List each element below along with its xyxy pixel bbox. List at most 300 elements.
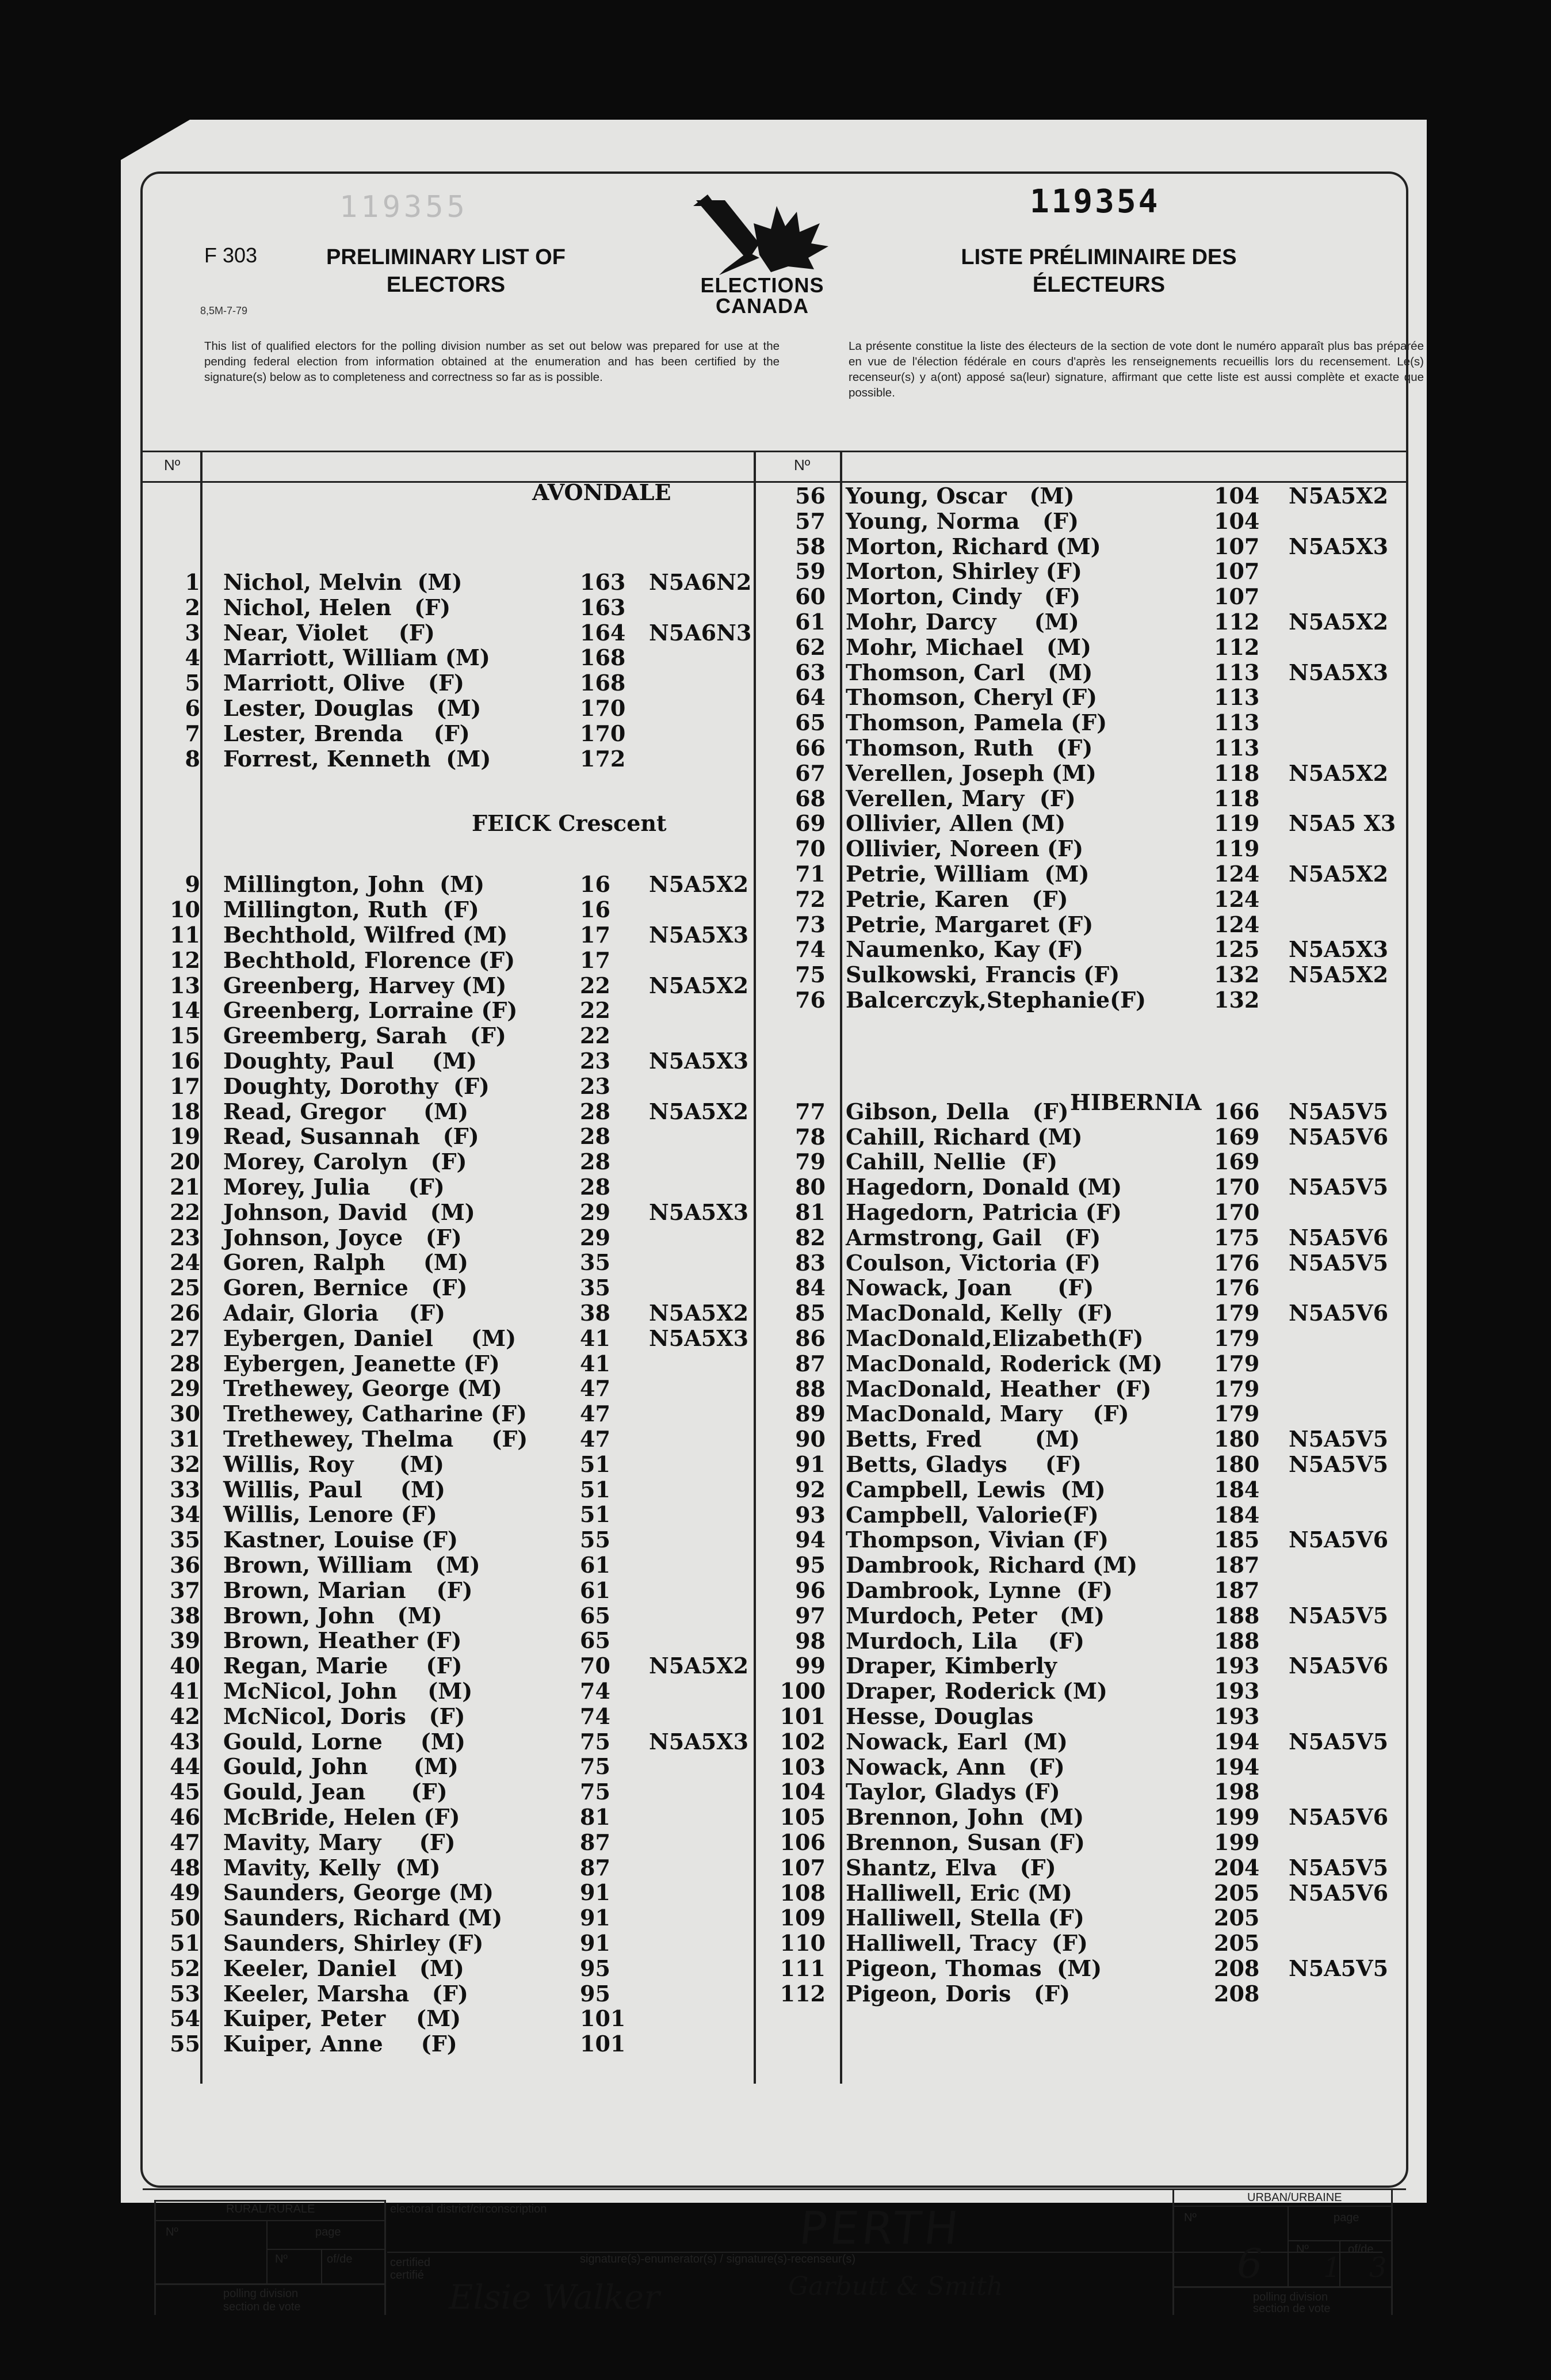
elector-number: 24 xyxy=(170,1249,200,1276)
elector-number: 58 xyxy=(795,533,826,559)
elector-name: Halliwell, Eric (M) xyxy=(846,1879,1072,1906)
elector-row xyxy=(777,786,1404,811)
signature-label: signature(s)-enumerator(s) / signature(s)-recenseur(s) xyxy=(580,2253,856,2265)
postal-code: N5A5X3 xyxy=(1289,659,1389,685)
elector-number: 7 xyxy=(185,720,200,746)
street-number: 188 xyxy=(1214,1627,1260,1654)
torn-corner xyxy=(121,120,190,160)
elector-name: Murdoch, Lila (F) xyxy=(846,1627,1084,1654)
street-number: 180 xyxy=(1214,1426,1260,1452)
elector-name: Lester, Brenda (F) xyxy=(223,720,470,746)
elector-name: Greenberg, Harvey (M) xyxy=(223,972,507,998)
elector-number: 41 xyxy=(170,1678,200,1704)
elector-name: Greenberg, Lorraine (F) xyxy=(223,997,518,1024)
elector-name: Morey, Carolyn (F) xyxy=(223,1149,467,1175)
elector-row xyxy=(143,1779,770,1805)
elector-name: Cahill, Richard (M) xyxy=(846,1123,1083,1150)
elector-name: Willis, Paul (M) xyxy=(223,1476,446,1502)
elector-row xyxy=(777,1755,1404,1780)
elector-name: Halliwell, Stella (F) xyxy=(846,1905,1084,1931)
elector-row xyxy=(777,1779,1404,1805)
street-number: 35 xyxy=(580,1275,610,1301)
title-french: LISTE PRÉLIMINAIRE DES ÉLECTEURS xyxy=(961,245,1237,297)
elector-name: Thomson, Carl (M) xyxy=(846,659,1093,685)
elector-number: 70 xyxy=(795,836,826,862)
elector-number: 112 xyxy=(780,1980,826,2007)
urban-of-label: of/de xyxy=(1348,2243,1374,2256)
street-number: 95 xyxy=(580,1980,610,2007)
postal-code: N5A5X2 xyxy=(1289,609,1389,635)
elector-row xyxy=(143,1905,770,1931)
street-heading-avondale: AVONDALE xyxy=(532,479,671,505)
elector-row xyxy=(777,1477,1404,1502)
street-number: 188 xyxy=(1214,1602,1260,1628)
elector-row xyxy=(777,1300,1404,1326)
elector-name: Sulkowski, Francis (F) xyxy=(846,962,1120,988)
street-number: 119 xyxy=(1214,836,1260,862)
street-number: 113 xyxy=(1214,684,1260,711)
elector-row xyxy=(777,609,1404,635)
elector-number: 78 xyxy=(795,1123,826,1150)
elector-name: MacDonald, Roderick (M) xyxy=(846,1350,1163,1376)
elector-number: 86 xyxy=(795,1325,826,1351)
street-number: 185 xyxy=(1214,1527,1260,1553)
elector-row xyxy=(777,1805,1404,1830)
street-number: 113 xyxy=(1214,659,1260,685)
rural-label: RURAL/RURALE xyxy=(226,2203,315,2215)
elector-name: Nowack, Earl (M) xyxy=(846,1728,1068,1755)
postal-code: N5A5X3 xyxy=(649,1048,749,1074)
elector-name: Keeler, Marsha (F) xyxy=(223,1980,468,2007)
elector-row xyxy=(143,922,770,948)
elector-number: 46 xyxy=(170,1804,200,1830)
elector-name: Dambrook, Lynne (F) xyxy=(846,1577,1113,1603)
elector-row xyxy=(143,897,770,922)
elector-number: 48 xyxy=(170,1854,200,1881)
postal-code: N5A5V6 xyxy=(1289,1879,1389,1906)
elector-row xyxy=(777,1502,1404,1528)
elector-number: 21 xyxy=(170,1174,200,1200)
elector-name: Read, Susannah (F) xyxy=(223,1123,479,1150)
enumerator-signature: Garbutt & Smith xyxy=(788,2272,1003,2301)
street-number: 166 xyxy=(1214,1098,1260,1124)
elector-row xyxy=(143,645,770,670)
elector-number: 68 xyxy=(795,785,826,811)
elector-number: 87 xyxy=(795,1350,826,1376)
street-number: 51 xyxy=(580,1501,610,1528)
elector-row xyxy=(777,559,1404,584)
street-number: 118 xyxy=(1214,785,1260,811)
street-number: 28 xyxy=(580,1123,610,1150)
elector-name: Morton, Cindy (F) xyxy=(846,583,1080,610)
street-number: 199 xyxy=(1214,1804,1260,1830)
elector-row xyxy=(143,1200,770,1225)
street-number: 41 xyxy=(580,1350,610,1376)
elector-number: 110 xyxy=(780,1930,826,1956)
elector-row xyxy=(777,861,1404,887)
elector-number: 10 xyxy=(170,897,200,923)
elector-row xyxy=(143,1754,770,1779)
elector-number: 20 xyxy=(170,1149,200,1175)
street-number: 17 xyxy=(580,922,610,948)
elector-number: 73 xyxy=(795,911,826,937)
elector-row xyxy=(143,1704,770,1729)
postal-code: N5A5V5 xyxy=(1289,1955,1389,1981)
elector-name: Verellen, Mary (F) xyxy=(846,785,1076,811)
postal-code: N5A5V5 xyxy=(1289,1602,1389,1628)
elector-row xyxy=(777,509,1404,534)
postal-code: N5A5X2 xyxy=(1289,861,1389,887)
street-number: 28 xyxy=(580,1149,610,1175)
street-number: 176 xyxy=(1214,1275,1260,1301)
top-rule xyxy=(143,451,1406,452)
elector-name: Read, Gregor (M) xyxy=(223,1098,469,1124)
elector-number: 55 xyxy=(170,2031,200,2057)
elector-name: Morton, Richard (M) xyxy=(846,533,1101,559)
elector-number: 90 xyxy=(795,1426,826,1452)
street-number: 91 xyxy=(580,1930,610,1956)
elector-name: Eybergen, Daniel (M) xyxy=(223,1325,517,1351)
elector-number: 17 xyxy=(170,1073,200,1099)
elector-number: 4 xyxy=(185,644,200,671)
elector-number: 103 xyxy=(780,1753,826,1780)
elector-name: Thomson, Ruth (F) xyxy=(846,735,1093,761)
street-number: 194 xyxy=(1214,1728,1260,1755)
postal-code: N5A5V6 xyxy=(1289,1300,1389,1326)
elector-row xyxy=(777,1124,1404,1150)
elector-row xyxy=(143,998,770,1023)
elector-name: Brennon, Susan (F) xyxy=(846,1829,1085,1855)
elector-row xyxy=(777,584,1404,609)
street-number: 41 xyxy=(580,1325,610,1351)
elector-number: 3 xyxy=(185,619,200,646)
elector-row xyxy=(777,1881,1404,1906)
street-number: 125 xyxy=(1214,936,1260,963)
elector-row xyxy=(143,696,770,721)
street-number: 65 xyxy=(580,1627,610,1654)
elector-number: 23 xyxy=(170,1224,200,1250)
elector-name: Nowack, Joan (F) xyxy=(846,1275,1094,1301)
elector-name: Marriott, Olive (F) xyxy=(223,670,464,696)
elector-row xyxy=(143,1527,770,1553)
postal-code: N5A5X2 xyxy=(1289,760,1389,786)
elector-row xyxy=(143,1679,770,1704)
elector-row xyxy=(777,685,1404,710)
elector-number: 54 xyxy=(170,2005,200,2032)
street-number: 179 xyxy=(1214,1375,1260,1402)
postal-code: N5A5X3 xyxy=(649,1199,749,1225)
postal-code: N5A5V5 xyxy=(1289,1728,1389,1755)
elector-row xyxy=(143,1502,770,1527)
street-number: 169 xyxy=(1214,1123,1260,1150)
elector-name: Keeler, Daniel (M) xyxy=(223,1955,464,1981)
elector-name: MacDonald, Mary (F) xyxy=(846,1401,1129,1427)
elector-number: 79 xyxy=(795,1149,826,1175)
form-number: F 303 xyxy=(204,243,258,267)
street-number: 16 xyxy=(580,897,610,923)
street-number: 180 xyxy=(1214,1451,1260,1477)
elector-row xyxy=(143,1956,770,1981)
postal-code: N5A5X3 xyxy=(649,1325,749,1351)
postal-code: N5A5V6 xyxy=(1289,1224,1389,1250)
elector-name: Murdoch, Peter (M) xyxy=(846,1602,1105,1628)
street-number: 81 xyxy=(580,1804,610,1830)
street-number: 29 xyxy=(580,1199,610,1225)
elector-number: 12 xyxy=(170,947,200,973)
street-number: 61 xyxy=(580,1552,610,1578)
street-number: 87 xyxy=(580,1854,610,1881)
street-number: 104 xyxy=(1214,508,1260,534)
elector-row xyxy=(143,570,770,595)
elector-name: Young, Norma (F) xyxy=(846,508,1079,534)
elector-row xyxy=(143,1931,770,1956)
urban-polling-division: polling division xyxy=(1253,2291,1328,2303)
postal-code: N5A5X3 xyxy=(649,922,749,948)
elector-name: Dambrook, Richard (M) xyxy=(846,1552,1138,1578)
street-number: 205 xyxy=(1214,1879,1260,1906)
street-number: 22 xyxy=(580,1023,610,1049)
elector-name: MacDonald,Elizabeth(F) xyxy=(846,1325,1144,1351)
elector-name: Adair, Gloria (F) xyxy=(223,1300,445,1326)
elector-row xyxy=(143,595,770,620)
intro-english: This list of qualified electors for the polling division number as set out below was prepared for use at the pending federal election from information obtained at the enumeration and has been certified by the signature(s) below as to completeness and correctness so far as is possible. xyxy=(204,340,780,384)
elector-name: Betts, Fred (M) xyxy=(846,1426,1080,1452)
elector-row xyxy=(143,1250,770,1275)
elector-number: 1 xyxy=(185,569,200,595)
elector-number: 26 xyxy=(170,1300,200,1326)
street-number: 169 xyxy=(1214,1149,1260,1175)
elector-number: 97 xyxy=(795,1602,826,1628)
urban-page-no-label: Nº xyxy=(1296,2243,1309,2256)
street-number: 61 xyxy=(580,1577,610,1603)
elector-row xyxy=(777,635,1404,660)
elector-row xyxy=(777,1553,1404,1578)
elector-number: 61 xyxy=(795,609,826,635)
street-number: 112 xyxy=(1214,609,1260,635)
elector-number: 6 xyxy=(185,695,200,721)
elector-row xyxy=(143,1603,770,1628)
street-number: 193 xyxy=(1214,1703,1260,1729)
elector-row xyxy=(777,1679,1404,1704)
form-footer xyxy=(143,2188,1406,2344)
elector-row xyxy=(143,1653,770,1679)
certified-signature: Elsie Walker xyxy=(449,2278,660,2317)
street-number: 179 xyxy=(1214,1350,1260,1376)
street-number: 124 xyxy=(1214,886,1260,912)
elector-name: Saunders, Shirley (F) xyxy=(223,1930,484,1956)
elector-number: 34 xyxy=(170,1501,200,1528)
document-sheet xyxy=(121,120,1427,2317)
elector-row xyxy=(777,1326,1404,1351)
elector-number: 94 xyxy=(795,1527,826,1553)
elector-number: 82 xyxy=(795,1224,826,1250)
urban-page-label: page xyxy=(1334,2211,1359,2224)
postal-code: N5A5X2 xyxy=(1289,483,1389,509)
elector-name: MacDonald, Heather (F) xyxy=(846,1375,1152,1402)
elector-number: 36 xyxy=(170,1552,200,1578)
elector-name: Mavity, Kelly (M) xyxy=(223,1854,441,1881)
elector-number: 38 xyxy=(170,1602,200,1628)
elector-name: Mavity, Mary (F) xyxy=(223,1829,456,1855)
street-number: 170 xyxy=(1214,1199,1260,1225)
street-number: 74 xyxy=(580,1703,610,1729)
street-number: 91 xyxy=(580,1905,610,1931)
street-number: 113 xyxy=(1214,735,1260,761)
elector-name: Brown, William (M) xyxy=(223,1552,480,1578)
elector-row xyxy=(777,962,1404,987)
elector-row xyxy=(777,1603,1404,1628)
urban-no-label: Nº xyxy=(1184,2211,1197,2224)
street-number: 16 xyxy=(580,871,610,898)
elector-name: Brennon, John (M) xyxy=(846,1804,1084,1830)
elector-number: 65 xyxy=(795,710,826,736)
street-number: 38 xyxy=(580,1300,610,1326)
elector-number: 84 xyxy=(795,1275,826,1301)
elector-name: Brown, John (M) xyxy=(223,1602,442,1628)
elector-number: 67 xyxy=(795,760,826,786)
elector-name: McNicol, Doris (F) xyxy=(223,1703,465,1729)
elector-name: Hagedorn, Donald (M) xyxy=(846,1174,1122,1200)
elector-number: 40 xyxy=(170,1653,200,1679)
elector-name: MacDonald, Kelly (F) xyxy=(846,1300,1113,1326)
elector-name: Naumenko, Kay (F) xyxy=(846,936,1084,963)
urban-of-value: 3 xyxy=(1369,2252,1387,2284)
elector-name: Johnson, David (M) xyxy=(223,1199,475,1225)
elector-number: 13 xyxy=(170,972,200,998)
street-number: 47 xyxy=(580,1401,610,1427)
street-number: 187 xyxy=(1214,1552,1260,1578)
elector-row xyxy=(777,1653,1404,1679)
elector-number: 83 xyxy=(795,1249,826,1276)
rural-page-label: page xyxy=(315,2226,341,2238)
postal-code: N5A5V5 xyxy=(1289,1249,1389,1276)
street-number: 208 xyxy=(1214,1980,1260,2007)
elector-number: 27 xyxy=(170,1325,200,1351)
street-number: 47 xyxy=(580,1426,610,1452)
elector-number: 14 xyxy=(170,997,200,1024)
postal-code: N5A5V5 xyxy=(1289,1451,1389,1477)
elector-name: Brown, Heather (F) xyxy=(223,1627,462,1654)
street-number: 179 xyxy=(1214,1300,1260,1326)
postal-code: N5A5X2 xyxy=(649,1098,749,1124)
street-number: 179 xyxy=(1214,1325,1260,1351)
elector-name: Petrie, Karen (F) xyxy=(846,886,1068,912)
elector-row xyxy=(777,1200,1404,1225)
elector-row xyxy=(143,746,770,772)
elector-name: Doughty, Paul (M) xyxy=(223,1048,477,1074)
elector-row xyxy=(143,1729,770,1755)
elector-number: 63 xyxy=(795,659,826,685)
street-number: 170 xyxy=(1214,1174,1260,1200)
district-label: electoral district/circonscription xyxy=(390,2203,547,2215)
street-number: 204 xyxy=(1214,1854,1260,1881)
elector-name: Thomson, Pamela (F) xyxy=(846,710,1107,736)
elector-number: 32 xyxy=(170,1451,200,1477)
electoral-district-value: PERTH xyxy=(797,2203,964,2255)
postal-code: N5A5V6 xyxy=(1289,1527,1389,1553)
elector-name: Hagedorn, Patricia (F) xyxy=(846,1199,1122,1225)
elector-name: McBride, Helen (F) xyxy=(223,1804,460,1830)
street-number: 124 xyxy=(1214,911,1260,937)
elector-name: McNicol, John (M) xyxy=(223,1678,473,1704)
urban-section-de-vote: section de vote xyxy=(1253,2302,1331,2315)
elector-number: 43 xyxy=(170,1728,200,1755)
elector-name: Campbell, Lewis (M) xyxy=(846,1476,1106,1502)
elector-number: 66 xyxy=(795,735,826,761)
elector-name: Eybergen, Jeanette (F) xyxy=(223,1350,500,1376)
elector-number: 60 xyxy=(795,583,826,610)
elector-number: 8 xyxy=(185,745,200,772)
form-code: 8,5M-7-79 xyxy=(200,305,248,316)
elector-number: 35 xyxy=(170,1527,200,1553)
urban-page-value: 1 xyxy=(1323,2252,1341,2284)
street-number: 208 xyxy=(1214,1955,1260,1981)
elector-number: 105 xyxy=(780,1804,826,1830)
street-number: 170 xyxy=(580,720,626,746)
elector-name: Pigeon, Thomas (M) xyxy=(846,1955,1102,1981)
elector-row xyxy=(143,1300,770,1326)
elector-row xyxy=(777,1729,1404,1755)
elector-row xyxy=(777,1427,1404,1452)
no-label-right: Nº xyxy=(794,456,811,474)
elector-name: Willis, Roy (M) xyxy=(223,1451,445,1477)
elector-row xyxy=(777,1628,1404,1654)
elector-number: 31 xyxy=(170,1426,200,1452)
elector-row xyxy=(777,761,1404,786)
elector-row xyxy=(143,1074,770,1099)
elector-row xyxy=(777,1527,1404,1553)
elector-name: Shantz, Elva (F) xyxy=(846,1854,1056,1881)
elector-name: Willis, Lenore (F) xyxy=(223,1501,437,1528)
street-number: 75 xyxy=(580,1779,610,1805)
elector-number: 16 xyxy=(170,1048,200,1074)
elector-row xyxy=(143,1124,770,1149)
elector-name: Kuiper, Anne (F) xyxy=(223,2031,457,2057)
elector-row xyxy=(777,1225,1404,1250)
elector-number: 77 xyxy=(795,1098,826,1124)
street-number: 124 xyxy=(1214,861,1260,887)
elector-row xyxy=(777,1981,1404,2007)
street-number: 22 xyxy=(580,997,610,1024)
elector-name: Trethewey, Thelma (F) xyxy=(223,1426,528,1452)
street-number: 164 xyxy=(580,619,626,646)
elector-name: Armstrong, Gail (F) xyxy=(846,1224,1101,1250)
elector-row xyxy=(143,1225,770,1250)
postal-code: N5A5X2 xyxy=(649,1653,749,1679)
street-number: 176 xyxy=(1214,1249,1260,1276)
elector-name: Petrie, William (M) xyxy=(846,861,1090,887)
rural-polling-division: polling division xyxy=(223,2287,299,2300)
street-number: 113 xyxy=(1214,710,1260,736)
elector-row xyxy=(143,1553,770,1578)
street-number: 91 xyxy=(580,1879,610,1906)
faint-number: 119355 xyxy=(339,190,468,224)
elector-row xyxy=(143,1880,770,1905)
street-number: 101 xyxy=(580,2031,626,2057)
elector-row xyxy=(143,1477,770,1502)
certified-label: certified xyxy=(390,2256,431,2269)
street-number: 168 xyxy=(580,644,626,671)
elector-number: 30 xyxy=(170,1401,200,1427)
elector-name: Regan, Marie (F) xyxy=(223,1653,463,1679)
elector-name: Saunders, George (M) xyxy=(223,1879,494,1906)
postal-code: N5A5X3 xyxy=(1289,533,1389,559)
street-number: 187 xyxy=(1214,1577,1260,1603)
street-number: 163 xyxy=(580,569,626,595)
elector-number: 99 xyxy=(795,1653,826,1679)
street-number: 101 xyxy=(580,2005,626,2032)
street-number: 28 xyxy=(580,1174,610,1200)
